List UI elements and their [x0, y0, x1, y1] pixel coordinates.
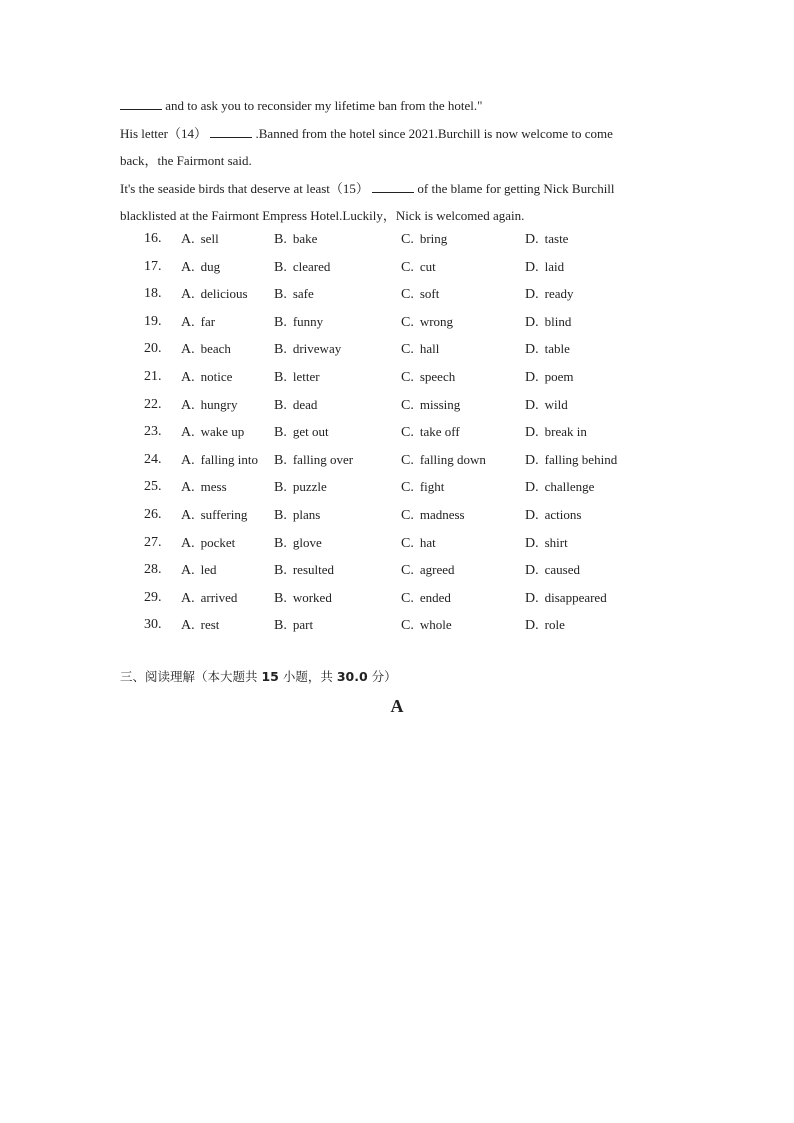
option-text: funny [292, 313, 324, 329]
option-text: far [200, 313, 216, 329]
option-text: notice [200, 368, 233, 384]
option-text: blind [544, 313, 572, 329]
option-text: rest [200, 617, 220, 633]
option-letter: C. [401, 563, 414, 579]
option-text: caused [544, 562, 580, 578]
option-text: falling into [200, 451, 259, 467]
option-text: poem [544, 368, 574, 384]
option-text: table [544, 341, 570, 357]
option-a [181, 584, 237, 613]
question-number: 21. [144, 368, 162, 384]
option-d [525, 253, 564, 282]
option-letter: D. [525, 425, 539, 441]
option-letter: A. [181, 425, 195, 441]
question-row [0, 446, 794, 474]
option-b [274, 446, 353, 475]
option-letter: B. [274, 535, 287, 551]
option-letter: D. [525, 232, 539, 247]
option-text: challenge [544, 479, 595, 495]
question-row [0, 391, 794, 419]
option-b [274, 335, 341, 364]
option-text: ready [544, 286, 574, 302]
option-a [181, 556, 217, 585]
option-text: beach [200, 341, 231, 357]
section-title: 三、阅读理解（本大题共 15 小题，共 30.0 分） [120, 669, 397, 684]
option-b [274, 225, 317, 254]
option-text: puzzle [292, 479, 327, 495]
option-b [274, 501, 320, 530]
part-label: A [390, 696, 404, 716]
passage-line: blacklisted at the Fairmont Empress Hotel.Luckily，Nick is welcomed again. [120, 208, 525, 223]
option-a [181, 501, 247, 530]
option-a [181, 280, 248, 309]
question-number: 23. [144, 424, 162, 440]
question-number: 17. [144, 258, 162, 274]
option-text: break in [544, 424, 587, 440]
option-text: fight [419, 479, 445, 495]
option-text: soft [419, 286, 440, 302]
question-number: 20. [144, 341, 162, 357]
option-letter: D. [525, 287, 539, 303]
option-c [401, 418, 460, 447]
option-d [525, 280, 574, 309]
option-c [401, 611, 452, 640]
option-c [401, 363, 455, 392]
option-d [525, 584, 607, 613]
option-text: wrong [419, 313, 454, 329]
option-letter: B. [274, 590, 287, 606]
option-c [401, 556, 454, 585]
option-text: safe [292, 286, 314, 302]
option-a [181, 335, 231, 364]
option-text: actions [544, 506, 582, 522]
option-d [525, 363, 574, 392]
question-row [0, 363, 794, 391]
option-a [181, 391, 237, 420]
option-letter: C. [401, 480, 414, 496]
option-text: madness [419, 506, 465, 522]
option-c [401, 280, 439, 309]
option-letter: A. [181, 535, 195, 551]
question-options-list [0, 225, 794, 639]
option-a [181, 308, 215, 337]
option-d [525, 473, 594, 502]
answer-blank [210, 123, 252, 138]
option-letter: A. [181, 314, 195, 330]
option-text: speech [419, 368, 456, 384]
option-c [401, 253, 436, 282]
option-letter: A. [181, 618, 195, 634]
option-text: falling over [292, 451, 354, 467]
option-text: led [200, 562, 217, 578]
option-text: whole [419, 617, 452, 633]
option-letter: C. [401, 425, 414, 441]
option-b [274, 253, 330, 282]
question-number: 18. [144, 286, 162, 302]
option-letter: A. [181, 480, 195, 496]
option-letter: D. [525, 507, 539, 523]
option-text: plans [292, 506, 321, 522]
option-letter: A. [181, 287, 195, 303]
option-letter: B. [274, 287, 287, 303]
option-letter: A. [181, 452, 195, 468]
option-text: resulted [292, 562, 334, 578]
option-letter: C. [401, 452, 414, 468]
option-d [525, 225, 568, 254]
question-number: 27. [144, 534, 162, 550]
option-letter: D. [525, 563, 539, 579]
option-letter: B. [274, 452, 287, 468]
option-letter: A. [181, 563, 195, 579]
question-number: 25. [144, 479, 162, 495]
option-letter: B. [274, 259, 287, 275]
option-letter: C. [401, 342, 414, 358]
option-letter: D. [525, 480, 539, 496]
option-letter: B. [274, 425, 287, 441]
option-letter: C. [401, 259, 414, 275]
option-text: bring [419, 231, 448, 246]
option-letter: C. [401, 314, 414, 330]
option-text: laid [544, 258, 565, 274]
option-letter: B. [274, 507, 287, 523]
option-d [525, 501, 581, 530]
option-text: dead [292, 396, 318, 412]
option-text: hall [419, 341, 440, 357]
option-text: part [292, 617, 314, 633]
option-letter: B. [274, 618, 287, 634]
option-text: cleared [292, 258, 331, 274]
option-a [181, 253, 220, 282]
option-letter: D. [525, 452, 539, 468]
option-letter: A. [181, 507, 195, 523]
option-d [525, 335, 570, 364]
option-text: bake [292, 231, 318, 246]
option-letter: B. [274, 563, 287, 579]
passage-text [120, 92, 680, 230]
question-number: 29. [144, 589, 162, 605]
option-text: suffering [200, 506, 248, 522]
option-letter: B. [274, 397, 287, 413]
option-letter: A. [181, 397, 195, 413]
option-letter: C. [401, 369, 414, 385]
question-number: 26. [144, 506, 162, 522]
question-number: 22. [144, 396, 162, 412]
option-letter: B. [274, 314, 287, 330]
option-letter: D. [525, 535, 539, 551]
question-row [0, 501, 794, 529]
option-text: taste [544, 231, 569, 246]
question-number: 28. [144, 562, 162, 578]
option-text: falling down [419, 451, 486, 467]
passage-line: back，the Fairmont said. [120, 153, 252, 168]
option-b [274, 611, 313, 640]
option-d [525, 529, 568, 558]
option-text: disappeared [544, 589, 607, 605]
option-b [274, 280, 314, 309]
option-letter: C. [401, 590, 414, 606]
option-d [525, 418, 587, 447]
option-letter: C. [401, 287, 414, 303]
option-letter: D. [525, 369, 539, 385]
option-text: ended [419, 589, 451, 605]
option-text: take off [419, 424, 460, 440]
option-text: missing [419, 396, 461, 412]
option-a [181, 418, 244, 447]
question-row [0, 556, 794, 584]
option-c [401, 584, 451, 613]
option-letter: C. [401, 232, 414, 247]
question-row [0, 225, 794, 253]
option-text: hungry [200, 396, 238, 412]
option-text: hat [419, 534, 436, 550]
option-a [181, 473, 227, 502]
question-row [0, 280, 794, 308]
option-letter: D. [525, 590, 539, 606]
option-text: pocket [200, 534, 236, 550]
option-d [525, 556, 580, 585]
option-text: cut [419, 258, 436, 274]
option-letter: B. [274, 342, 287, 358]
question-row [0, 584, 794, 612]
option-text: shirt [544, 534, 568, 550]
option-c [401, 473, 444, 502]
option-text: glove [292, 534, 322, 550]
question-row [0, 418, 794, 446]
option-letter: D. [525, 397, 539, 413]
option-letter: D. [525, 259, 539, 275]
option-c [401, 225, 447, 254]
option-text: letter [292, 368, 320, 384]
option-b [274, 556, 334, 585]
option-b [274, 363, 320, 392]
option-text: worked [292, 589, 332, 605]
question-row [0, 335, 794, 363]
option-a [181, 529, 235, 558]
option-text: agreed [419, 562, 455, 578]
question-row [0, 473, 794, 501]
option-text: wild [544, 396, 568, 412]
option-text: role [544, 617, 565, 633]
option-b [274, 418, 329, 447]
option-text: arrived [200, 589, 238, 605]
question-number: 24. [144, 451, 162, 467]
option-letter: C. [401, 535, 414, 551]
option-c [401, 335, 439, 364]
option-b [274, 391, 317, 420]
option-letter: C. [401, 397, 414, 413]
option-letter: B. [274, 369, 287, 385]
option-letter: D. [525, 314, 539, 330]
option-b [274, 308, 323, 337]
option-d [525, 391, 568, 420]
option-c [401, 529, 436, 558]
answer-blank [372, 178, 414, 193]
passage-line: and to ask you to reconsider my lifetime ban from the hotel." [120, 92, 680, 120]
question-row [0, 529, 794, 557]
option-letter: A. [181, 232, 195, 247]
option-letter: D. [525, 618, 539, 634]
option-text: mess [200, 479, 227, 495]
option-a [181, 225, 219, 254]
option-d [525, 611, 565, 640]
option-d [525, 446, 617, 475]
option-letter: C. [401, 618, 414, 634]
option-a [181, 611, 219, 640]
option-letter: A. [181, 259, 195, 275]
passage-line: It's the seaside birds that deserve at least（15） of the blame for getting Nick Burchill [120, 175, 680, 203]
passage-line: His letter（14） .Banned from the hotel since 2021.Burchill is now welcome to come [120, 120, 680, 148]
option-b [274, 473, 327, 502]
option-text: wake up [200, 424, 245, 440]
option-d [525, 308, 571, 337]
option-text: dug [200, 258, 221, 274]
option-c [401, 446, 486, 475]
question-row [0, 611, 794, 639]
answer-blank [120, 95, 162, 110]
option-a [181, 363, 232, 392]
option-letter: A. [181, 342, 195, 358]
option-letter: D. [525, 342, 539, 358]
question-row [0, 308, 794, 336]
option-text: sell [200, 231, 219, 246]
option-text: delicious [200, 286, 248, 302]
option-letter: A. [181, 590, 195, 606]
option-c [401, 308, 453, 337]
question-number: 19. [144, 313, 162, 329]
question-number: 30. [144, 617, 162, 633]
option-b [274, 584, 332, 613]
option-text: driveway [292, 341, 342, 357]
option-c [401, 501, 465, 530]
question-row [0, 253, 794, 281]
option-text: get out [292, 424, 329, 440]
option-text: falling behind [544, 451, 618, 467]
option-letter: A. [181, 369, 195, 385]
option-b [274, 529, 322, 558]
option-letter: C. [401, 507, 414, 523]
question-number: 16. [144, 231, 162, 246]
option-a [181, 446, 258, 475]
option-letter: B. [274, 232, 287, 247]
option-letter: B. [274, 480, 287, 496]
option-c [401, 391, 460, 420]
